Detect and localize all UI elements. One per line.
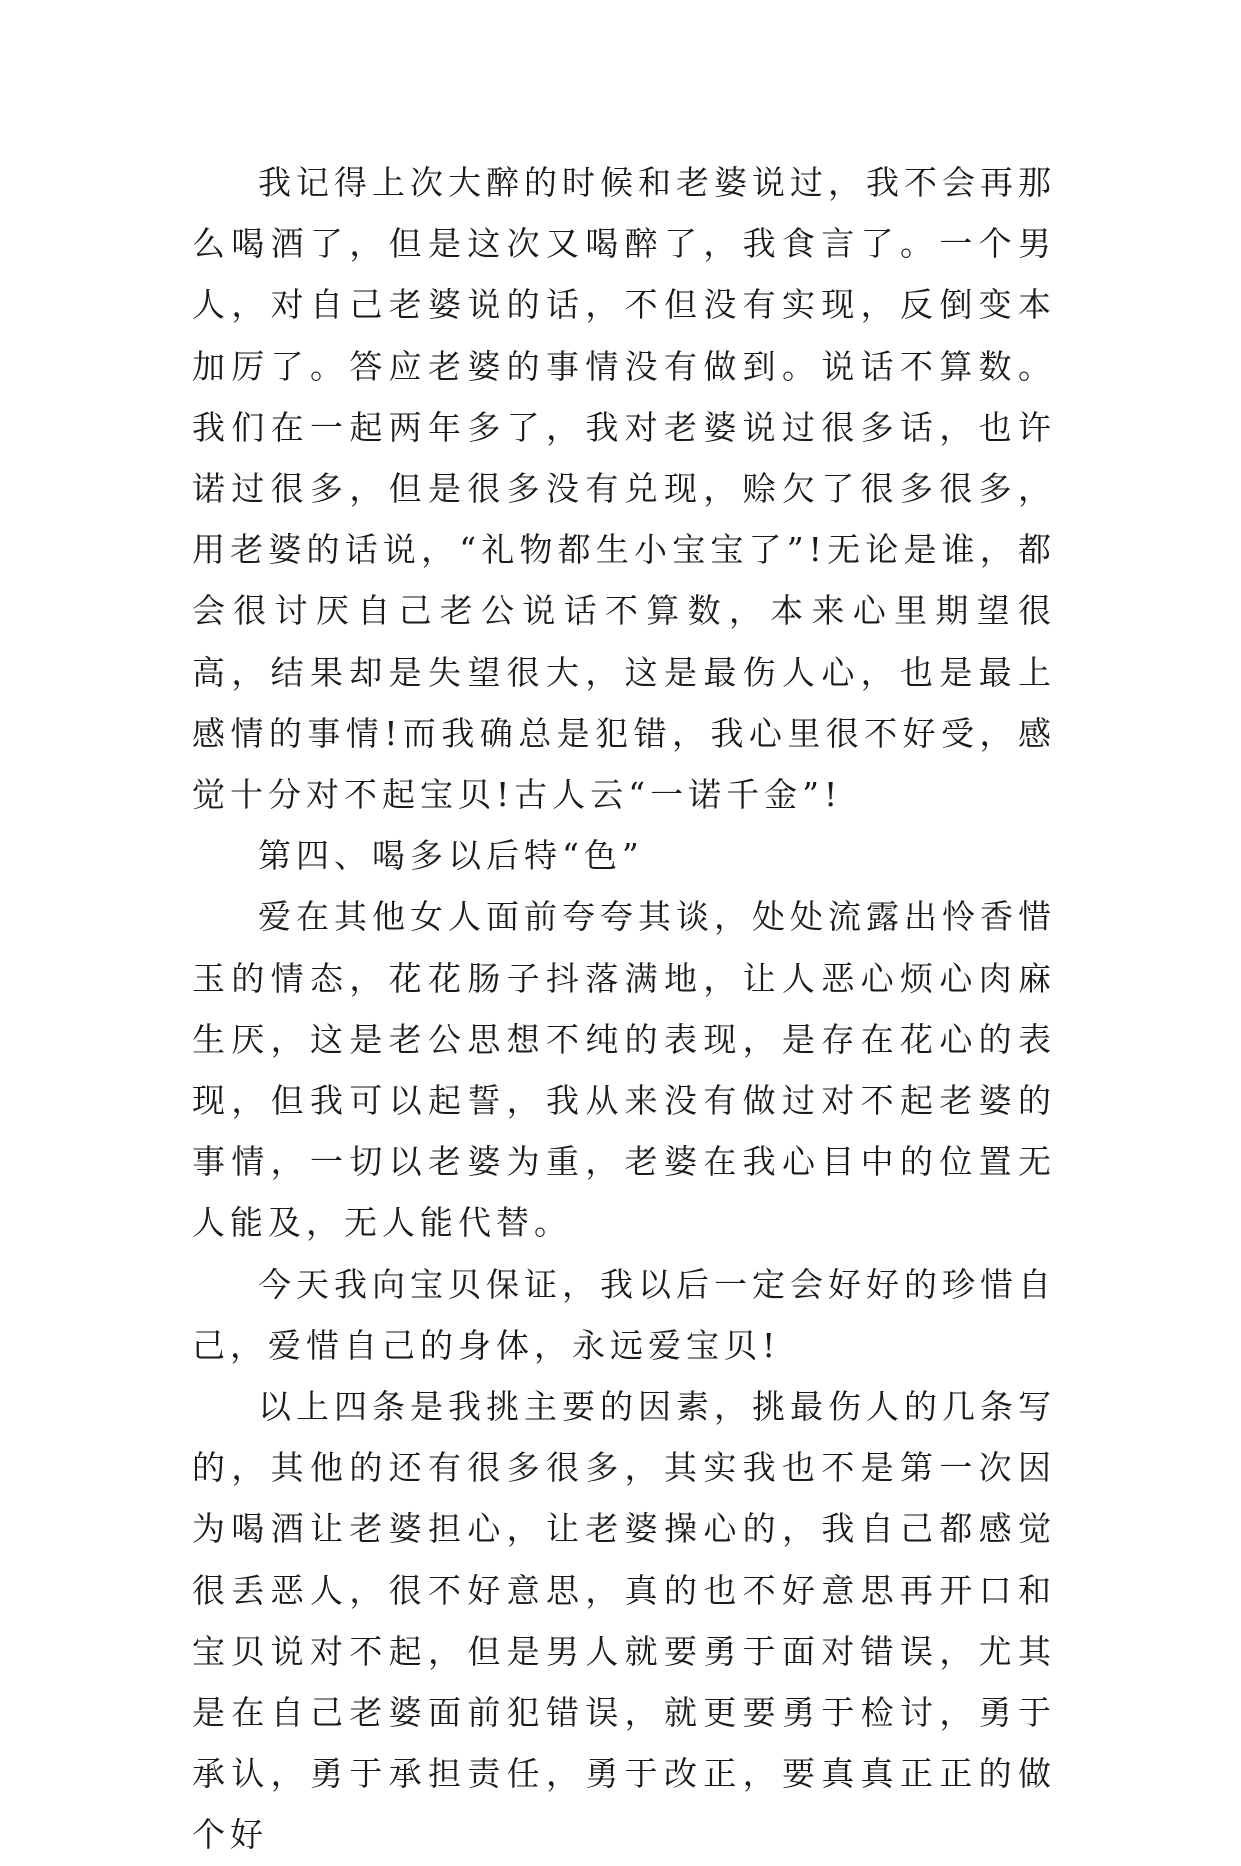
paragraph-broken-promises: 我记得上次大醉的时候和老婆说过，我不会再那么喝酒了，但是这次又喝醉了，我食言了。一个男人，对自己老婆说的话，不但没有实现，反倒变本加厉了。答应老婆的事情没有做到。说话不算数。我们在一起两年多了，我对老婆说过很多话，也许诺过很多，但是很多没有兑现，赊欠了很多很多，用老婆的话说，“礼物都生小宝宝了”!无论是谁，都会很讨厌自己老公说话不算数，本来心里期望很高，结果却是失望很大，这是最伤人心，也是最上感情的事情!而我确总是犯错，我心里很不好受，感觉十分对不起宝贝!古人云“一诺千金”! — [192, 163, 1056, 815]
paragraph-promise: 今天我向宝贝保证，我以后一定会好好的珍惜自己，爱惜自己的身体，永远爱宝贝! — [192, 1264, 1056, 1365]
document-page — [192, 152, 1056, 1866]
section-heading-fourth: 第四、喝多以后特“色” — [258, 836, 644, 876]
paragraph-flirting: 爱在其他女人面前夸夸其谈，处处流露出怜香惜玉的情态，花花肠子抖落满地，让人恶心烦心肉麻生厌，这是老公思想不纯的表现，是存在花心的表现，但我可以起誓，我从来没有做过对不起老婆的事情，一切以老婆为重，老婆在我心目中的位置无人能及，无人能代替。 — [192, 897, 1056, 1243]
paragraph-summary: 以上四条是我挑主要的因素，挑最伤人的几条写的，其他的还有很多很多，其实我也不是第一次因为喝酒让老婆担心，让老婆操心的，我自己都感觉很丢恶人，很不好意思，真的也不好意思再开口和宝贝说对不起，但是男人就要勇于面对错误，尤其是在自己老婆面前犯错误，就更要勇于检讨，勇于承认，勇于承担责任，勇于改正，要真真正正的做个好 — [192, 1387, 1056, 1855]
